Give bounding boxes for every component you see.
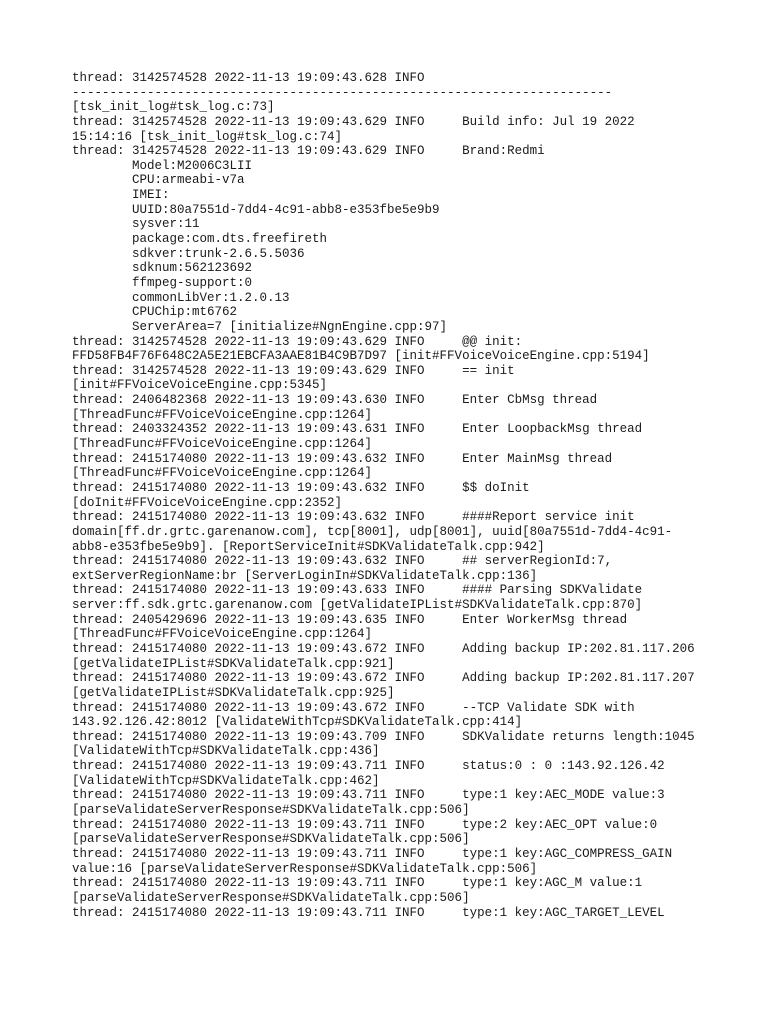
log-line: abb8-e353fbe5e9b9]. [ReportServiceInit#SDKValidateTalk.cpp:942] [72,539,545,554]
log-line: [parseValidateServerResponse#SDKValidateTalk.cpp:506] [72,832,470,847]
log-line: thread: 2415174080 2022-11-13 19:09:43.672 INFO --TCP Validate SDK with [72,700,635,715]
log-line: thread: 2415174080 2022-11-13 19:09:43.711 INFO type:1 key:AEC_MODE value:3 [72,788,665,803]
log-line: ------------------------------------------------------------------------ [72,85,613,100]
log-line: [tsk_init_log#tsk_log.c:73] [72,100,275,115]
log-line: thread: 2415174080 2022-11-13 19:09:43.711 INFO type:1 key:AGC_TARGET_LEVEL [72,905,665,920]
log-line: [ThreadFunc#FFVoiceVoiceEngine.cpp:1264] [72,466,373,481]
log-line: Model:M2006C3LII [72,158,253,173]
log-line: sysver:11 [72,217,200,232]
log-line: thread: 2403324352 2022-11-13 19:09:43.631 INFO Enter LoopbackMsg thread [72,422,643,437]
log-line: thread: 3142574528 2022-11-13 19:09:43.629 INFO Brand:Redmi [72,144,545,159]
log-line: [getValidateIPList#SDKValidateTalk.cpp:925] [72,685,395,700]
log-line: IMEI: [72,188,170,203]
log-line: thread: 2415174080 2022-11-13 19:09:43.632 INFO $$ doInit [72,480,530,495]
log-line: [ThreadFunc#FFVoiceVoiceEngine.cpp:1264] [72,407,373,422]
log-line: [parseValidateServerResponse#SDKValidateTalk.cpp:506] [72,803,470,818]
log-line: ServerArea=7 [initialize#NgnEngine.cpp:97] [72,319,448,334]
log-line: commonLibVer:1.2.0.13 [72,290,290,305]
log-line: thread: 2406482368 2022-11-13 19:09:43.630 INFO Enter CbMsg thread [72,393,598,408]
log-line: extServerRegionName:br [ServerLoginIn#SDKValidateTalk.cpp:136] [72,568,538,583]
log-line: thread: 3142574528 2022-11-13 19:09:43.628 INFO [72,71,425,85]
log-line: server:ff.sdk.grtc.garenanow.com [getValidateIPList#SDKValidateTalk.cpp:870] [72,598,643,613]
log-line: UUID:80a7551d-7dd4-4c91-abb8-e353fbe5e9b9 [72,202,440,217]
log-line: sdkver:trunk-2.6.5.5036 [72,246,305,261]
log-line: thread: 2405429696 2022-11-13 19:09:43.635 INFO Enter WorkerMsg thread [72,612,628,627]
log-line: [ValidateWithTcp#SDKValidateTalk.cpp:462] [72,773,380,788]
log-line: ffmpeg-support:0 [72,275,253,290]
log-line: thread: 3142574528 2022-11-13 19:09:43.629 INFO @@ init: [72,334,523,349]
log-document [72,71,732,920]
log-line: thread: 2415174080 2022-11-13 19:09:43.672 INFO Adding backup IP:202.81.117.206 [72,641,695,656]
log-line: [ValidateWithTcp#SDKValidateTalk.cpp:436] [72,744,380,759]
log-line: [ThreadFunc#FFVoiceVoiceEngine.cpp:1264] [72,627,373,642]
log-line: CPUChip:mt6762 [72,305,238,320]
log-line: thread: 2415174080 2022-11-13 19:09:43.633 INFO #### Parsing SDKValidate [72,583,643,598]
log-line: 15:14:16 [tsk_init_log#tsk_log.c:74] [72,129,343,144]
log-line: thread: 2415174080 2022-11-13 19:09:43.711 INFO status:0 : 0 :143.92.126.42 [72,759,665,774]
log-line: thread: 2415174080 2022-11-13 19:09:43.711 INFO type:2 key:AEC_OPT value:0 [72,817,658,832]
log-line: [parseValidateServerResponse#SDKValidateTalk.cpp:506] [72,890,470,905]
log-line: thread: 2415174080 2022-11-13 19:09:43.632 INFO ####Report service init [72,510,635,525]
log-line: value:16 [parseValidateServerResponse#SDKValidateTalk.cpp:506] [72,861,538,876]
log-line: [doInit#FFVoiceVoiceEngine.cpp:2352] [72,495,343,510]
log-line: thread: 2415174080 2022-11-13 19:09:43.632 INFO ## serverRegionId:7, [72,554,613,569]
log-line: [getValidateIPList#SDKValidateTalk.cpp:921] [72,656,395,671]
log-line: thread: 3142574528 2022-11-13 19:09:43.629 INFO == init [72,363,515,378]
log-line: 143.92.126.42:8012 [ValidateWithTcp#SDKValidateTalk.cpp:414] [72,715,523,730]
log-line: thread: 2415174080 2022-11-13 19:09:43.711 INFO type:1 key:AGC_M value:1 [72,876,643,891]
log-line: thread: 2415174080 2022-11-13 19:09:43.672 INFO Adding backup IP:202.81.117.207 [72,671,695,686]
log-line: FFD58FB4F76F648C2A5E21EBCFA3AAE81B4C9B7D97 [init#FFVoiceVoiceEngine.cpp:5194] [72,349,650,364]
log-line: CPU:armeabi-v7a [72,173,245,188]
log-line: [ThreadFunc#FFVoiceVoiceEngine.cpp:1264] [72,437,373,452]
log-line: thread: 2415174080 2022-11-13 19:09:43.711 INFO type:1 key:AGC_COMPRESS_GAIN [72,846,673,861]
log-line: sdknum:562123692 [72,261,253,276]
log-line: thread: 2415174080 2022-11-13 19:09:43.709 INFO SDKValidate returns length:1045 [72,729,695,744]
log-line: package:com.dts.freefireth [72,232,328,247]
log-line: thread: 2415174080 2022-11-13 19:09:43.632 INFO Enter MainMsg thread [72,451,613,466]
log-line: domain[ff.dr.grtc.garenanow.com], tcp[8001], udp[8001], uuid[80a7551d-7dd4-4c91- [72,524,673,539]
log-line: thread: 3142574528 2022-11-13 19:09:43.629 INFO Build info: Jul 19 2022 [72,114,635,129]
log-line: [init#FFVoiceVoiceEngine.cpp:5345] [72,378,328,393]
